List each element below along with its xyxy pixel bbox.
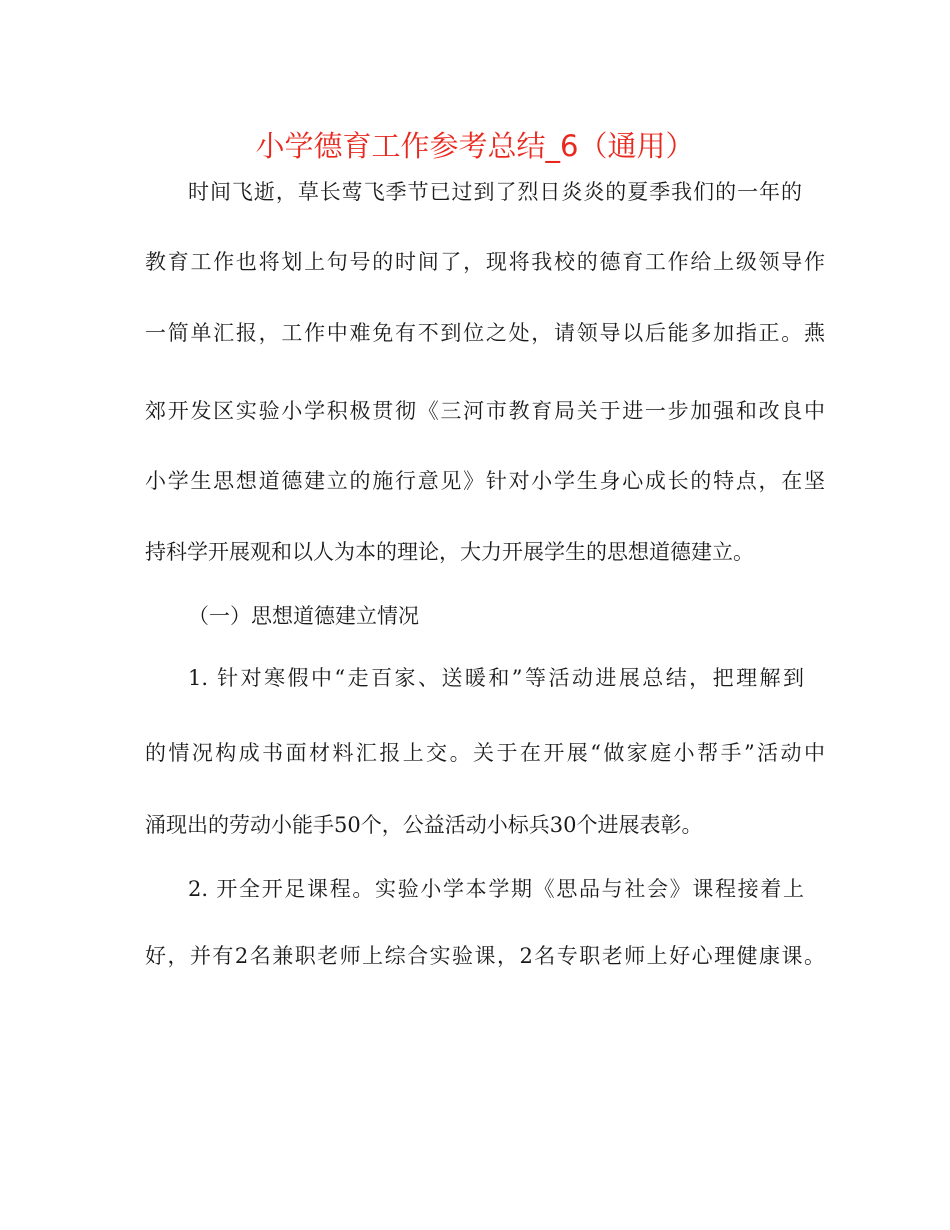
paragraph-line-5: 小学生思想道德建立的施行意见》针对小学生身心成长的特点，在坚 [145, 469, 825, 493]
document-title: 小学德育工作参考总结_6（通用） [255, 129, 695, 163]
section-heading: （一）思想道德建立情况 [188, 604, 419, 628]
paragraph-line-3: 一简单汇报，工作中难免有不到位之处，请领导以后能多加指正。燕 [145, 321, 825, 345]
item-2-line-1: 2. 开全开足课程。实验小学本学期《思品与社会》课程接着上 [188, 877, 804, 901]
paragraph-line-4: 郊开发区实验小学积极贯彻《三河市教育局关于进一步加强和改良中 [145, 399, 825, 423]
paragraph-line-6: 持科学开展观和以人为本的理论，大力开展学生的思想道德建立。 [145, 540, 754, 564]
item-1-line-1: 1. 针对寒假中“走百家、送暖和”等活动进展总结，把理解到 [188, 666, 804, 690]
item-2-line-2: 好，并有2名兼职老师上综合实验课，2名专职老师上好心理健康课。 [145, 944, 825, 968]
item-1-line-2: 的情况构成书面材料汇报上交。关于在开展“做家庭小帮手”活动中 [145, 741, 825, 765]
paragraph-line-2: 教育工作也将划上句号的时间了，现将我校的德育工作给上级领导作 [145, 250, 825, 274]
item-1-line-3: 涌现出的劳动小能手50个，公益活动小标兵30个进展表彰。 [145, 813, 703, 837]
paragraph-line-1: 时间飞逝，草长莺飞季节已过到了烈日炎炎的夏季我们的一年的 [188, 180, 802, 204]
